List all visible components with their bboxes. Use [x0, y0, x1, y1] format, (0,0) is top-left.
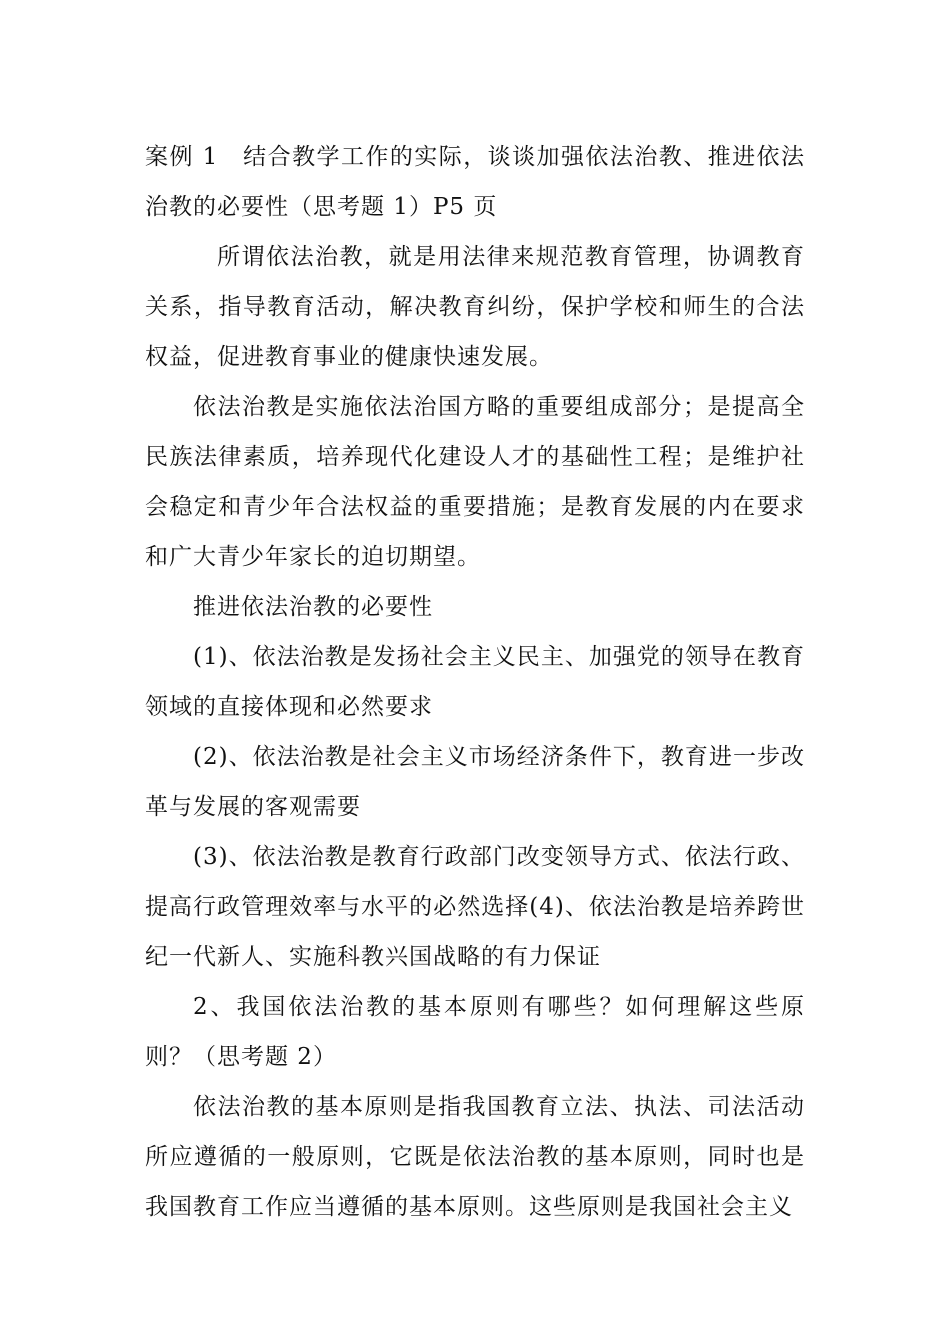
necessity-heading: 推进依法治教的必要性: [193, 594, 433, 620]
necessity-point-1: (1)、依法治教是发扬社会主义民主、加强党的领导在教育领域的直接体现和必然要求: [145, 644, 805, 720]
question-2: 2、我国依法治教的基本原则有哪些？如何理解这些原则？（思考题 2）: [145, 994, 805, 1070]
document-body: [145, 132, 805, 1232]
case-title: 案例 1 结合教学工作的实际，谈谈加强依法治教、推进依法治教的必要性（思考题 1）P5 页: [145, 144, 805, 220]
necessity-point-3-4: (3)、依法治教是教育行政部门改变领导方式、依法行政、提高行政管理效率与水平的必然选择(4)、依法治教是培养跨世纪一代新人、实施科教兴国战略的有力保证: [145, 844, 805, 970]
necessity-point-2: (2)、依法治教是社会主义市场经济条件下，教育进一步改革与发展的客观需要: [145, 744, 805, 820]
definition-paragraph: 所谓依法治教，就是用法律来规范教育管理，协调教育关系，指导教育活动，解决教育纠纷，保护学校和师生的合法权益，促进教育事业的健康快速发展。: [145, 244, 805, 370]
importance-paragraph: 依法治教是实施依法治国方略的重要组成部分；是提高全民族法律素质，培养现代化建设人才的基础性工程；是维护社会稳定和青少年合法权益的重要措施；是教育发展的内在要求和广大青少年家长的迫切期望。: [145, 394, 805, 570]
principles-paragraph: 依法治教的基本原则是指我国教育立法、执法、司法活动所应遵循的一般原则，它既是依法治教的基本原则，同时也是我国教育工作应当遵循的基本原则。这些原则是我国社会主义: [145, 1094, 805, 1220]
